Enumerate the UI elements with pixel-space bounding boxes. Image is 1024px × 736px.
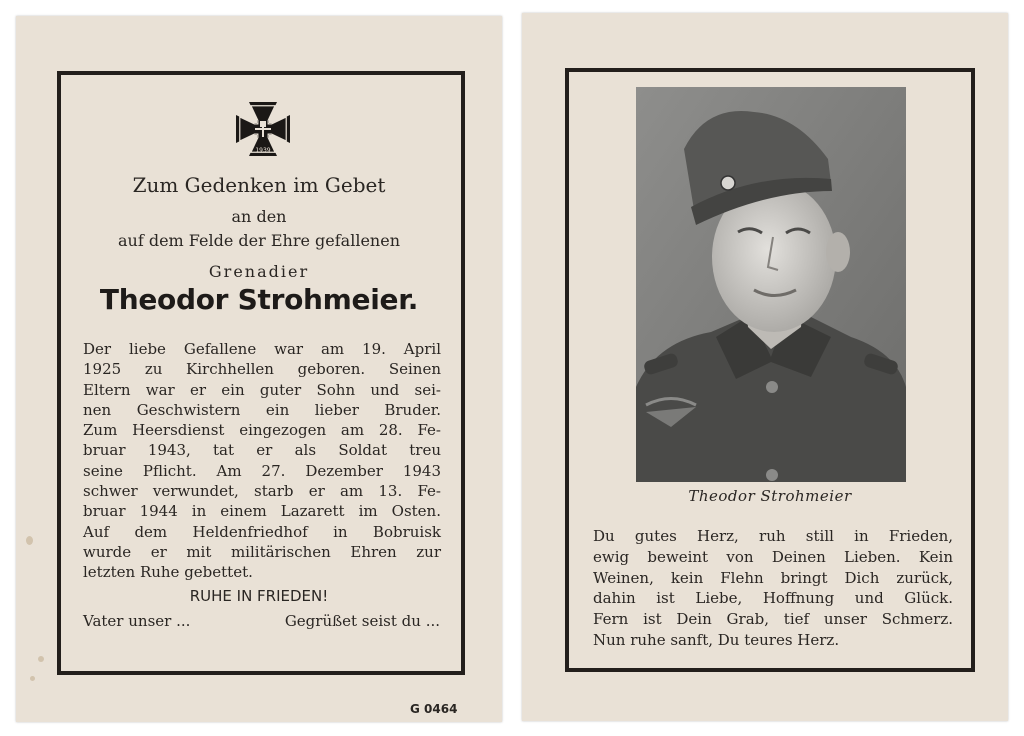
poem-line: Weinen, kein Flehn bringt Dich zurück,	[593, 568, 953, 587]
soldier-name: Theodor Strohmeier.	[99, 283, 419, 316]
cross-year: 1939	[255, 147, 271, 154]
memorial-heading: Zum Gedenken im Gebet	[132, 173, 386, 197]
bio-line: Eltern war er ein guter Sohn und sei-	[83, 380, 441, 399]
poem-line: Du gutes Herz, ruh still in Frieden,	[593, 527, 953, 545]
soldier-portrait	[636, 87, 906, 482]
bio-line: bruar 1943, tat er als Soldat treu	[83, 441, 441, 460]
photo-caption: Theodor Strohmeier	[688, 487, 852, 505]
paper-stain	[30, 676, 35, 681]
print-code: G 0464	[410, 702, 458, 716]
rest-in-peace: RUHE IN FRIEDEN!	[189, 587, 329, 605]
bio-line: 1925 zu Kirchhellen geboren. Seinen	[83, 360, 441, 379]
bio-line: Zum Heersdienst eingezogen am 28. Fe-	[83, 421, 441, 440]
bio-line: bruar 1944 in einem Lazarett im Osten.	[83, 502, 441, 521]
iron-cross-icon	[233, 99, 293, 159]
memorial-card-back	[522, 13, 1008, 721]
memorial-poem	[593, 526, 953, 651]
bio-line: Der liebe Gefallene war am 19. April	[83, 340, 441, 358]
bio-line: nen Geschwistern ein lieber Bruder.	[83, 400, 441, 419]
bio-line: schwer verwundet, starb er am 13. Fe-	[83, 482, 441, 501]
heading-line-an: an den	[231, 207, 287, 226]
poem-line: ewig beweint von Deinen Lieben. Kein	[593, 547, 953, 566]
biography-text	[83, 339, 441, 583]
paper-stain	[38, 656, 44, 662]
poem-line: Fern ist Dein Grab, tief unser Schmerz.	[593, 610, 953, 629]
bio-line: wurde er mit militärischen Ehren zur	[83, 542, 441, 561]
bio-line: seine Pflicht. Am 27. Dezember 1943	[83, 461, 441, 480]
heading-line-felde: auf dem Felde der Ehre gefallenen	[117, 231, 400, 250]
rank-label: Grenadier	[208, 262, 310, 281]
prayer-our-father: Vater unser ...	[83, 612, 191, 630]
prayer-hail-mary: Gegrüßet seist du ...	[284, 612, 440, 630]
poem-line: dahin ist Liebe, Hoffnung und Glück.	[593, 589, 953, 608]
poem-line: Nun ruhe sanft, Du teures Herz.	[593, 630, 840, 649]
memorial-card-front	[16, 16, 502, 722]
bio-line: letzten Ruhe gebettet.	[83, 563, 253, 582]
paper-stain	[26, 536, 33, 545]
prayer-line	[83, 612, 440, 630]
bio-line: Auf dem Heldenfriedhof in Bobruisk	[83, 522, 441, 541]
